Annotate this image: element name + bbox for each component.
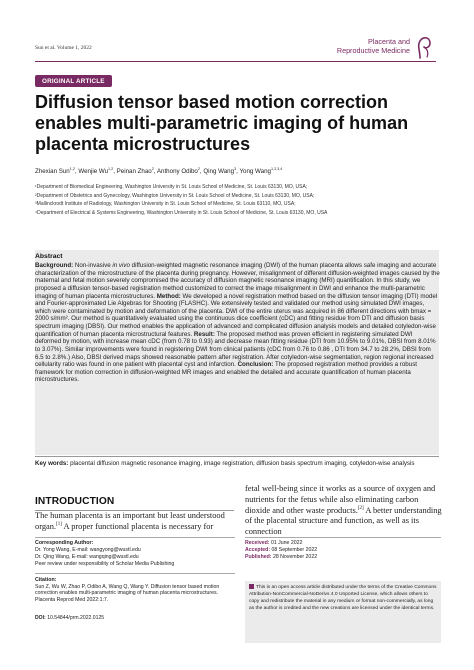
open-access-icon: [249, 584, 254, 589]
article-type-badge: ORIGINAL ARTICLE: [35, 75, 112, 87]
abstract-heading: Abstract: [35, 253, 63, 260]
published-date: Published: 28 November 2022: [245, 553, 318, 560]
accepted-date: Accepted: 08 September 2022: [245, 546, 318, 553]
article-dates: [245, 540, 445, 561]
received-date: Received: 01 June 2022: [245, 540, 303, 546]
abstract-body: Background: Non-invasive in vivo diffusion-weighted magnetic resonance imaging (DWI) of the human placenta allows safe imaging and accurate characterization of the microstructure of the placenta during pregnancy. However, misalignment of different diffusion-weighted images caused by the maternal and fetal motion severely compromised the accuracy of diffusion magnetic resonance imaging (MRI) quantification. In this study, we proposed a diffusion tensor-based registration method customized to correct the image misalignment in DWI and enhance the multi-parametric imaging of human placenta microstructures. Method: We developed a novel registration method based on the diffusion tensor imaging (DTI) model and Fourier-approximated Lie Algebras for Shooting (FLASHC). We extensively tested and validated our method using simulated DWI images, which were contaminated by motion and deformation of the placenta. DWI of the entire uterus was acquired in 86 different directions with bmax = 2000 s/mm². Our method is quantitatively evaluated using the continuous dice coefficient (cDC) and fitting residue from DTI and diffusion basis spectrum imaging (DBSI). Our method enables the application of advanced and complicated diffusion analysis models and detailed cotyledon-wise quantification of human placenta microstructural features. Result: The proposed method was proven efficient in registering simulated DWI deformed by motion, with increase mean cDC (from 0.78 to 0.93) and decrease mean fitting residue (DTI from 10.95% to 9.01%, DBSI from 8.01% to 3.07%). Similar improvements were found in registering DWI from clinical patients (cDC from 0.76 to 0.86 , DTI from 34.7 to 28.2%, DBSI from 6.5 to 2.8%.) Also, DBSI derived maps showed reasonable pattern after registration. After cotyledon-wise segmentation, region regional increased cellularity ratio was found in one patient with placental cyst and infarction. Conclusion: The proposed registration method provides a robust framework for motion correction in diffusion-weighted MR images and enabled the detailed and accurate quantification of human placenta microstructures.: [35, 262, 440, 384]
corresponding-email-1[interactable]: Dr. Yong Wang, E-mail: wangyong@wustl.edu: [35, 546, 141, 553]
affiliation-item: ²Department of Obstetrics and Gynecology, Washington University in St. Louis School of Medicine, St. Louis 63130, MO, USA;: [35, 192, 315, 199]
keywords-divider: [35, 456, 439, 457]
journal-name: Placenta and Reproductive Medicine: [336, 37, 410, 55]
corresponding-email-2[interactable]: Dr. Qing Wang, E-mail: wangqing@wustl.edu: [35, 553, 139, 560]
citation-text: Sun Z, Wu W, Zhao P, Odibo A, Wang Q, Wang Y. Diffusion tensor based motion correction enables multi-parametric imaging of human placenta microstructures. Placenta Reprod Med 2022:1:7.: [35, 583, 220, 604]
header-divider: [35, 61, 436, 62]
dates-divider: [245, 537, 441, 538]
affiliation-item: ³Mallinckrodt Institute of Radiology, Washington University in St. Louis School of Medicine, St. Louis 63110, MO, USA;: [35, 201, 296, 208]
corresponding-author-block: [35, 540, 235, 604]
author-list: Zhexian Sun$^{1,2}$, Wenjie Wu$^{1,2}$, Peinan Zhao$^2$, Anthony Odibo$^2$, Qing Wang$^3$, Yong Wang$^{1,2,3,4}$: [35, 166, 283, 175]
footnote-divider: [35, 537, 235, 538]
citation-link[interactable]: [1]: [56, 522, 62, 527]
journal-logo: [324, 30, 436, 60]
corresponding-author-heading: Corresponding Author:: [35, 540, 94, 546]
affiliation-item: ¹Department of Biomedical Engineering, Washington University in St. Louis School of Medicine, St. Louis 63130, MO, USA;: [35, 184, 308, 190]
article-title: Diffusion tensor based motion correction enables multi-parametric imaging of human placenta microstructures: [35, 92, 409, 154]
doi-link[interactable]: 10.54844/prm.2022.0125: [47, 615, 105, 621]
peer-review-note: Peer review under responsibility of Scholar Media Publishing: [35, 560, 175, 567]
citation-link[interactable]: [2]: [357, 505, 364, 511]
intro-heading: INTRODUCTION: [35, 496, 115, 507]
intro-paragraph-right: fetal well-being since it works as a source of oxygen and nutrients for the fetus while also eliminating carbon dioxide and other waste products.[2] A better understanding of the placental structure and function, as well as its connection: [245, 484, 442, 537]
keywords: Key words: placental diffusion magnetic resonance imaging, image registration, diffusion basis spectrum imaging, cotyledon-wise analysis: [35, 460, 415, 467]
citation-heading: Citation:: [35, 576, 57, 583]
journal-reference: Sun et al. Volume 1, 2022: [35, 45, 92, 51]
doi: DOI: 10.54844/prm.2022.0125: [35, 615, 105, 621]
intro-paragraph-left: The human placenta is an important but least understood organ.[1] A proper functional placenta is necessary for: [35, 511, 225, 531]
abstract-box: [35, 250, 439, 455]
citation-divider: [35, 573, 235, 574]
affiliation-item: ⁴Department of Electrical & Systems Engineering, Washington University in St. Louis School of Medicine, St. Louis 63130, MO, USA: [35, 209, 328, 216]
journal-logo-icon: [414, 34, 434, 60]
affiliations: [35, 183, 327, 217]
open-access-notice: This is an open access article distributed under the terms of the Creative Commons Attribution-NonCommercial-NoDerivs 4.0 Unported License, which allows others to copy and redistribute the material in any medium or format non-commercially, as long as the author is credited and the new creations are licensed under the identical terms.: [245, 581, 441, 643]
